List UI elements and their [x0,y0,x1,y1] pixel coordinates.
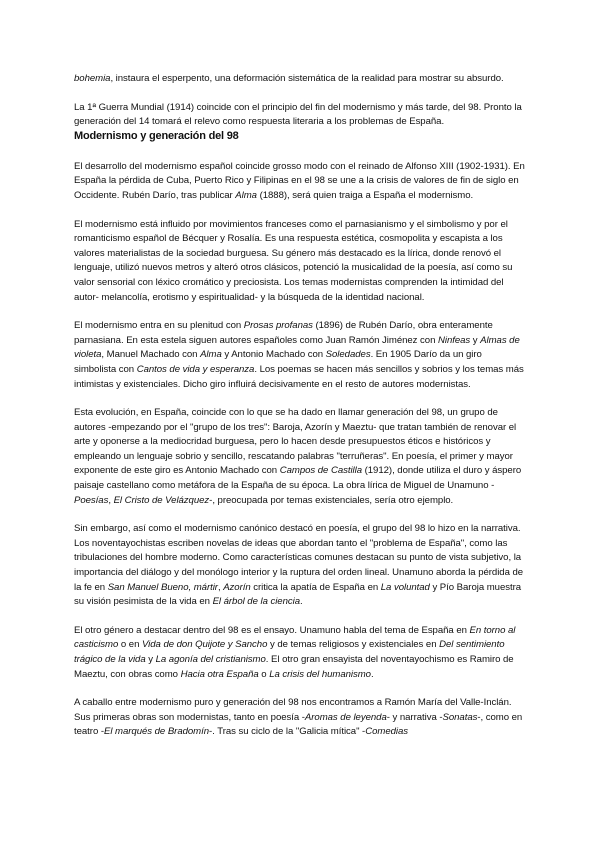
text-run: . En 1905 Darío da un giro simbolista con [74,349,482,375]
text-run: y [470,334,481,346]
text-run: y Antonio Machado con [221,349,326,361]
text-run: -, como en teatro - [74,711,523,738]
italic-title-run: La agonía del cristianismo [155,654,266,665]
text-run: o [258,668,270,680]
italic-title-run: El árbol de la ciencia [212,596,300,608]
text-run: . [300,596,303,608]
text-run: El modernismo entra en su plenitud con [74,320,244,332]
italic-title-run: La crisis del humanismo [269,668,371,680]
paragraph-narrativa-98 [74,522,526,610]
paragraph-influencias-modernismo [74,218,526,306]
italic-title-run: Del sentimiento trágico de la vida [74,639,505,665]
italic-title-run: San Manuel Bueno, mártir [107,581,218,593]
italic-title-run: bohemia [74,73,111,84]
text-run: (1888), será quien traiga a España el modernismo. [256,189,474,201]
text-run: y de temas religiosos y existenciales en [267,639,440,651]
text-run: y Pío Baroja muestra su visión pesimista de la vida en [74,581,522,608]
text-run: , [217,581,224,593]
text-run: , Manuel Machado con [101,349,201,361]
italic-title-run: Poesías [74,494,109,506]
paragraph-generacion-98 [74,406,526,508]
text-run: El otro género a destacar dentro del 98 es el ensayo. Unamuno habla del tema de España en [74,624,470,636]
paragraph-ensayo-98 [74,624,526,682]
italic-title-run: Aromas de leyenda [304,711,387,723]
italic-title-run: Alma [200,349,222,361]
text-run: La 1ª Guerra Mundial (1914) coincide con el principio del fin del modernismo y más tarde, del 98. Pronto la generación del 14 tomará el relevo como respuesta literaria a los problemas de España. [74,101,522,128]
italic-title-run: Campos de Castilla [279,465,363,477]
paragraph-valle-inclan [74,696,526,740]
paragraph-desarrollo-modernismo [74,160,526,204]
text-run: -, preocupada por temas existenciales, sería otro ejemplo. [209,494,454,506]
text-run: y [145,654,156,665]
text-run: . El otro gran ensayista del noventayochismo es Ramiro de Maeztu, con obras como [74,654,514,680]
text-run: critica la apatía de España en [250,581,381,593]
italic-title-run: Azorín [223,581,251,593]
text-run: , instaura el esperpento, una deformación sistemática de la realidad para mostrar su absurdo. [110,73,504,84]
text-run: El modernismo está influido por movimientos franceses como el parnasianismo y el simbolismo y por el romanticismo español de Bécquer y Rosalía. Es una respuesta estética, cosmopolita y escapista a los valores materialistas de la sociedad burguesa. Su género más destacado es la lírica, donde renovó el lenguaje, utilizó nuevos metros y alteró otros clásicos, potenció la musicalidad de la poesía, así como su valor sensorial con léxico cromático y preciosista. Los temas modernistas comprenden la intimidad del autor- melancolía, erotismo y espiritualidad- y la búsqueda de la identidad nacional. [74,218,513,303]
italic-title-run: Ninfeas [437,334,471,346]
italic-title-run: Prosas profanas [243,320,313,332]
text-run: o en [118,639,142,651]
text-run: El desarrollo del modernismo español coincide grosso modo con el reinado de Alfonso XIII (1902-1931). En España la pérdida de Cuba, Puerto Rico y Filipinas en el 98 se une a la crisis de valores de fin de siglo en Occidente. Rubén Darío, tras publicar [74,160,525,201]
text-run: - y narrativa - [386,711,443,723]
italic-title-run: Cantos de vida y esperanza [136,363,255,375]
text-run: A caballo entre modernismo puro y generación del 98 nos encontramos a Ramón María del Valle-Inclán. Sus primeras obras son modernistas, tanto en poesía - [74,697,512,723]
text-run: (1896) de Rubén Darío, obra enteramente parnasiana. En esta estela siguen autores españoles como Juan Ramón Jiménez con [74,320,493,346]
text-run: . [370,668,374,680]
section-heading: Modernismo y generación del 98 [74,129,239,142]
italic-title-run: Vida de don Quijote y Sancho [142,639,268,651]
text-run: , [108,494,114,506]
text-run: Esta evolución, en España, coincide con lo que se ha dado en llamar generación del 98, un grupo de autores -empezando por el "grupo de los tres": Baroja, Azorín y Maeztu- que tratan también de renovar el arte y oponerse a la mediocridad burguesa, pero lo hacen desde presupuestos éticos e históricos y empleando un lenguaje sobrio y sencillo, rescatando palabras "terruñeras". En poesía, el primer y mayor exponente de este giro es Antonio Machado con [74,407,517,477]
paragraph-primera-guerra-mundial [74,101,526,130]
italic-title-run: Sonatas [442,711,478,723]
text-run: -. Tras su ciclo de la "Galicia mítica" - [209,726,366,738]
text-run: (1912), donde utiliza el duro y áspero paisaje castellano como metáfora de la España de su época. La obra lírica de Miguel de Unamuno - [74,465,522,492]
italic-title-run: En torno al casticismo [74,624,516,651]
document-page [74,72,526,740]
paragraph-plenitud-modernismo [74,319,526,392]
italic-title-run: La voluntad [380,581,430,593]
italic-title-run: Hacia otra España [180,668,259,680]
italic-title-run: Alma [235,189,257,201]
italic-title-run: El Cristo de Velázquez [113,494,210,506]
italic-title-run: Almas de violeta [74,334,520,361]
text-run: . Los poemas se hacen más sencillos y sobrios y los temas más intimistas y existenciales. Dicho giro influirá decisivamente en el resto de autores modernistas. [74,363,524,390]
italic-title-run: El marqués de Bradomín [104,726,210,738]
italic-title-run: Soledades [325,349,371,361]
text-run: Sin embargo, así como el modernismo canónico destacó en poesía, el grupo del 98 lo hizo en la narrativa. Los noventayochistas escriben novelas de ideas que abordan tanto el "problema de España", como las tribulaciones del hombre moderno. Como características comunes destacan su punto de vista subjetivo, la importancia del diálogo y del monólogo interior y la ruptura del orden lineal. Unamuno aborda la pérdida de la fe en [74,523,524,593]
paragraph-esperpento [74,72,526,87]
italic-title-run: Comedias [365,726,409,738]
